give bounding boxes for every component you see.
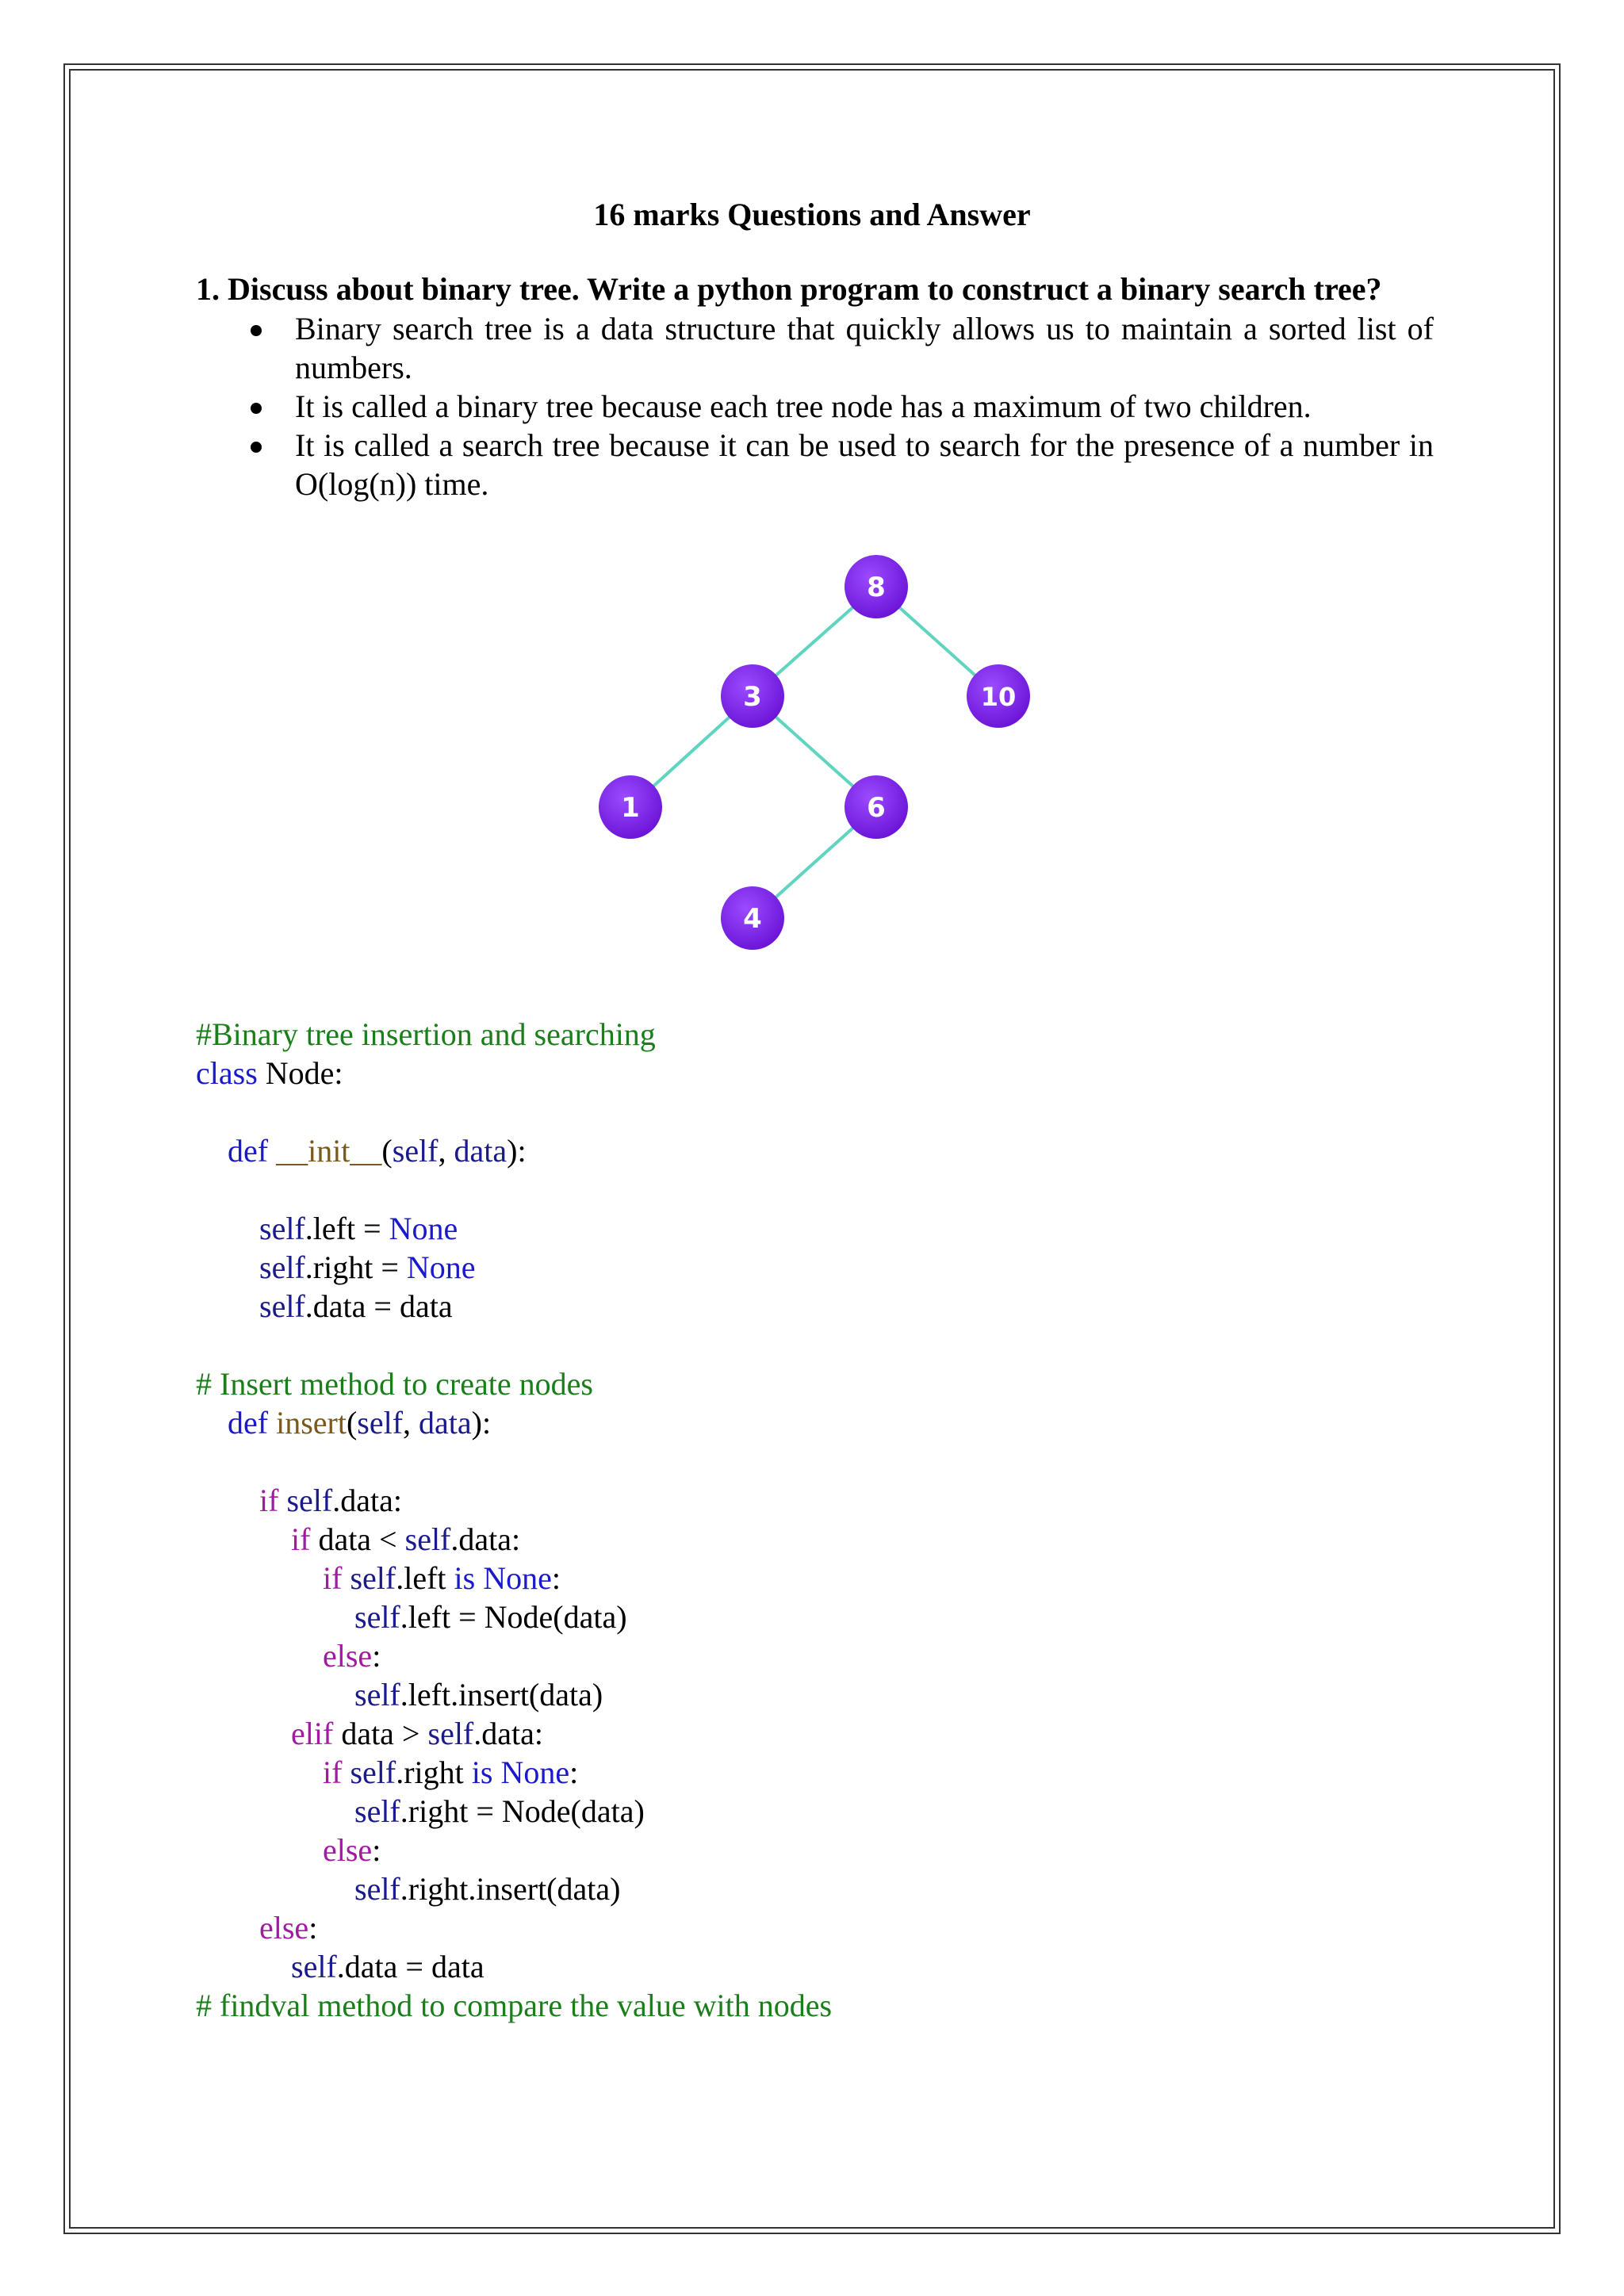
code-line-blank xyxy=(196,1326,832,1364)
tree-node xyxy=(599,775,662,839)
code-line: if self.data: xyxy=(259,1483,402,1518)
page-title: 16 marks Questions and Answer xyxy=(593,197,1031,232)
svg-text:6: 6 xyxy=(867,792,886,824)
svg-text:10: 10 xyxy=(980,682,1017,712)
code-line: self.left = Node(data) xyxy=(354,1599,627,1635)
code-line: def insert(self, data): xyxy=(228,1405,492,1441)
code-line: # Insert method to create nodes xyxy=(196,1366,593,1402)
tree-node xyxy=(721,664,784,728)
code-line: self.data = data xyxy=(259,1288,453,1324)
tree-node xyxy=(845,775,908,839)
tree-node xyxy=(967,664,1030,728)
code-line: def __init__(self, data): xyxy=(228,1133,527,1169)
code-line: if data < self.data: xyxy=(291,1521,521,1557)
bullet-item: It is called a binary tree because each tree node has a maximum of two children. xyxy=(295,387,1434,426)
svg-text:1: 1 xyxy=(621,792,640,824)
svg-text:8: 8 xyxy=(867,572,886,603)
code-line-blank xyxy=(196,1093,832,1131)
bullet-list xyxy=(295,309,1434,503)
code-line: self.right = Node(data) xyxy=(354,1793,645,1829)
binary-tree-diagram xyxy=(587,547,1063,959)
code-line-blank xyxy=(196,1170,832,1209)
code-line: else: xyxy=(323,1832,381,1868)
svg-text:3: 3 xyxy=(743,681,762,713)
code-line: if self.left is None: xyxy=(323,1560,561,1596)
code-line: elif data > self.data: xyxy=(291,1716,543,1751)
code-line: self.right.insert(data) xyxy=(354,1871,621,1907)
code-line: if self.right is None: xyxy=(323,1755,579,1790)
code-line: self.left.insert(data) xyxy=(354,1677,603,1712)
bullet-item: Binary search tree is a data structure that quickly allows us to maintain a sorted list of numbers. xyxy=(295,311,1434,385)
code-line: #Binary tree insertion and searching xyxy=(196,1016,656,1052)
code-line: self.right = None xyxy=(259,1249,476,1285)
svg-text:4: 4 xyxy=(743,903,762,935)
code-block xyxy=(196,1015,832,2025)
question-heading: 1. Discuss about binary tree. Write a python program to construct a binary search tree? xyxy=(196,271,1382,307)
code-line: # findval method to compare the value with nodes xyxy=(196,1988,833,2023)
code-line: self.data = data xyxy=(291,1949,485,1984)
tree-node xyxy=(845,555,908,618)
code-line-blank xyxy=(196,1442,832,1481)
code-line: else: xyxy=(323,1638,381,1674)
code-line: class Node: xyxy=(196,1055,343,1091)
bullet-item: It is called a search tree because it can be used to search for the presence of a number in O(log(n)) time. xyxy=(295,427,1434,502)
code-line: else: xyxy=(259,1910,318,1946)
code-line: self.left = None xyxy=(259,1211,458,1246)
tree-node xyxy=(721,886,784,950)
